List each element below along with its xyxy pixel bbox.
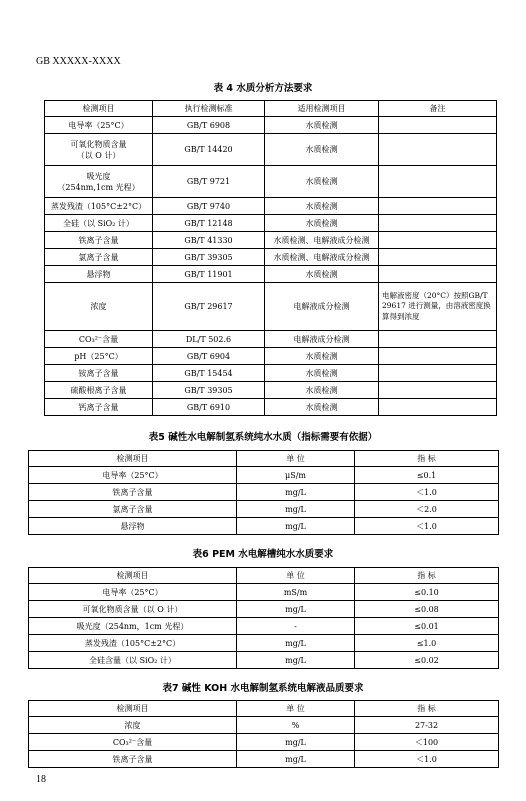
- column-header: 检测项目: [29, 451, 237, 467]
- column-header: 指 标: [355, 701, 499, 717]
- table5-alkaline-pure-water-quality: [28, 450, 499, 535]
- table-cell: 27-32: [355, 717, 499, 734]
- table-cell: GB/T 6904: [153, 348, 265, 365]
- table-cell: GB/T 11901: [153, 266, 265, 283]
- table-cell: GB/T 39305: [153, 382, 265, 399]
- table-row: [29, 635, 499, 652]
- table-cell: GB/T 12148: [153, 215, 265, 232]
- table-cell: mg/L: [237, 501, 355, 518]
- table-row: [45, 166, 497, 198]
- table-cell: GB/T 39305: [153, 249, 265, 266]
- table7-koh-electrolyte-quality: [28, 700, 499, 768]
- table-cell: 吸光度（254nm，1cm 光程）: [29, 618, 237, 635]
- table-cell: CO₃²⁻含量: [29, 734, 237, 751]
- table-cell: ＜100: [355, 734, 499, 751]
- table-row: [29, 584, 499, 601]
- table-row: [29, 484, 499, 501]
- table-row: [29, 717, 499, 734]
- table-cell: GB/T 29617: [153, 283, 265, 331]
- table-cell: 氯离子含量: [29, 501, 237, 518]
- table-row: [29, 467, 499, 484]
- column-header: 单 位: [237, 701, 355, 717]
- table-cell: GB/T 6910: [153, 399, 265, 416]
- table-cell: ≤0.08: [355, 601, 499, 618]
- table-cell: [379, 215, 497, 232]
- table-row: [45, 266, 497, 283]
- table-row: [45, 134, 497, 166]
- table-cell: 水质检测: [265, 399, 379, 416]
- table-cell: ＜1.0: [355, 751, 499, 768]
- table-cell: 水质检测: [265, 134, 379, 166]
- table-row: [45, 232, 497, 249]
- table-cell: 全硅（以 SiO₂ 计）: [45, 215, 153, 232]
- table-cell: 电解液成分检测: [265, 283, 379, 331]
- table-cell: 浓度: [29, 717, 237, 734]
- table-cell: ≤1.0: [355, 635, 499, 652]
- table-cell: GB/T 15454: [153, 365, 265, 382]
- table-cell: [379, 166, 497, 198]
- table-cell: 铵离子含量: [45, 365, 153, 382]
- table-cell: GB/T 9740: [153, 198, 265, 215]
- table-cell: 硫酸根离子含量: [45, 382, 153, 399]
- column-header: 指 标: [355, 568, 499, 584]
- table-cell: 电解液密度（20°C）按照GB/T 29617 进行测量，由溶液密度换算得到浓度: [379, 283, 497, 331]
- table-cell: 可氧化物质含量（以 O 计）: [29, 601, 237, 618]
- table-row: [45, 249, 497, 266]
- table4-water-analysis-methods: [44, 100, 497, 416]
- table-cell: [379, 266, 497, 283]
- table-cell: DL/T 502.6: [153, 331, 265, 348]
- table6-caption: 表6 PEM 水电解槽纯水水质要求: [192, 549, 334, 560]
- table-cell: ＜2.0: [355, 501, 499, 518]
- table-cell: mg/L: [237, 601, 355, 618]
- table-cell: ≤0.10: [355, 584, 499, 601]
- table-cell: CO₃²⁻含量: [45, 331, 153, 348]
- table-row: [45, 117, 497, 134]
- table-cell: 电导率（25°C）: [45, 117, 153, 134]
- table-row: [45, 331, 497, 348]
- column-header: 执行检测标准: [153, 101, 265, 117]
- table-cell: 蒸发残渣（105°C±2°C）: [45, 198, 153, 215]
- table-cell: [379, 134, 497, 166]
- table-cell: 电解液成分检测: [265, 331, 379, 348]
- table-cell: 水质检测: [265, 365, 379, 382]
- table-cell: [379, 117, 497, 134]
- table-cell: -: [237, 618, 355, 635]
- table-cell: [379, 348, 497, 365]
- table-cell: 悬浮物: [45, 266, 153, 283]
- table-row: [29, 734, 499, 751]
- column-header: 指 标: [355, 451, 499, 467]
- table-row: [45, 365, 497, 382]
- table-cell: ＜1.0: [355, 518, 499, 535]
- table-row: [45, 382, 497, 399]
- table-row: [45, 215, 497, 232]
- table-cell: 吸光度 （254nm,1cm 光程）: [45, 166, 153, 198]
- column-header: 检测项目: [29, 568, 237, 584]
- table7-caption: 表7 碱性 KOH 水电解制氢系统电解液品质要求: [162, 683, 364, 694]
- column-header: 单 位: [237, 451, 355, 467]
- table-row: [29, 751, 499, 768]
- table-row: [29, 601, 499, 618]
- table-cell: [379, 399, 497, 416]
- table-cell: mg/L: [237, 635, 355, 652]
- table-cell: 铁离子含量: [29, 484, 237, 501]
- table-cell: [379, 249, 497, 266]
- table-cell: [379, 198, 497, 215]
- table-cell: 水质检测: [265, 117, 379, 134]
- table-row: [29, 501, 499, 518]
- table-cell: 氯离子含量: [45, 249, 153, 266]
- table-cell: 钙离子含量: [45, 399, 153, 416]
- table-cell: 电导率（25°C）: [29, 584, 237, 601]
- table-cell: 铁离子含量: [29, 751, 237, 768]
- table-cell: mg/L: [237, 751, 355, 768]
- table-cell: mS/m: [237, 584, 355, 601]
- table-cell: GB/T 6908: [153, 117, 265, 134]
- table-cell: 蒸发残渣（105°C±2°C）: [29, 635, 237, 652]
- table-row: [45, 198, 497, 215]
- table-cell: 铁离子含量: [45, 232, 153, 249]
- table-cell: ≤0.1: [355, 467, 499, 484]
- table-cell: mg/L: [237, 652, 355, 669]
- table-cell: GB/T 14420: [153, 134, 265, 166]
- table-cell: GB/T 41330: [153, 232, 265, 249]
- table-cell: 水质检测: [265, 382, 379, 399]
- table-cell: pH（25°C）: [45, 348, 153, 365]
- table-cell: 电导率（25°C）: [29, 467, 237, 484]
- table-cell: mg/L: [237, 734, 355, 751]
- column-header: 适用检测项目: [265, 101, 379, 117]
- table-cell: 水质检测: [265, 266, 379, 283]
- table-cell: ＜1.0: [355, 484, 499, 501]
- column-header: 备注: [379, 101, 497, 117]
- table5-caption: 表5 碱性水电解制氢系统纯水水质（指标需要有依据）: [148, 432, 378, 443]
- column-header: 单 位: [237, 568, 355, 584]
- table-cell: [379, 232, 497, 249]
- table-cell: ≤0.01: [355, 618, 499, 635]
- table-row: [29, 652, 499, 669]
- table-cell: mg/L: [237, 484, 355, 501]
- table-cell: mg/L: [237, 518, 355, 535]
- table-cell: 浓度: [45, 283, 153, 331]
- table-cell: 水质检测: [265, 198, 379, 215]
- table4-caption: 表 4 水质分析方法要求: [213, 83, 313, 94]
- table-cell: [379, 331, 497, 348]
- table-cell: %: [237, 717, 355, 734]
- table-row: [45, 399, 497, 416]
- column-header: 检测项目: [45, 101, 153, 117]
- table-row: [29, 518, 499, 535]
- table-cell: 水质检测、电解液成分检测: [265, 249, 379, 266]
- table6-pem-pure-water-quality: [28, 567, 499, 669]
- table-cell: 可氧化物质含量 （以 O 计）: [45, 134, 153, 166]
- page-number: 18: [36, 774, 46, 785]
- table-cell: 全硅含量（以 SiO₂ 计）: [29, 652, 237, 669]
- table-cell: GB/T 9721: [153, 166, 265, 198]
- table-cell: ≤0.02: [355, 652, 499, 669]
- table-cell: 水质检测、电解液成分检测: [265, 232, 379, 249]
- table-cell: [379, 382, 497, 399]
- table-row: [29, 618, 499, 635]
- column-header: 检测项目: [29, 701, 237, 717]
- table-row: [45, 283, 497, 331]
- table-cell: 悬浮物: [29, 518, 237, 535]
- table-cell: 水质检测: [265, 215, 379, 232]
- table-cell: 水质检测: [265, 166, 379, 198]
- table-cell: [379, 365, 497, 382]
- table-cell: 水质检测: [265, 348, 379, 365]
- table-cell: μS/m: [237, 467, 355, 484]
- standard-number-header: GB XXXXX-XXXX: [36, 56, 121, 67]
- table-row: [45, 348, 497, 365]
